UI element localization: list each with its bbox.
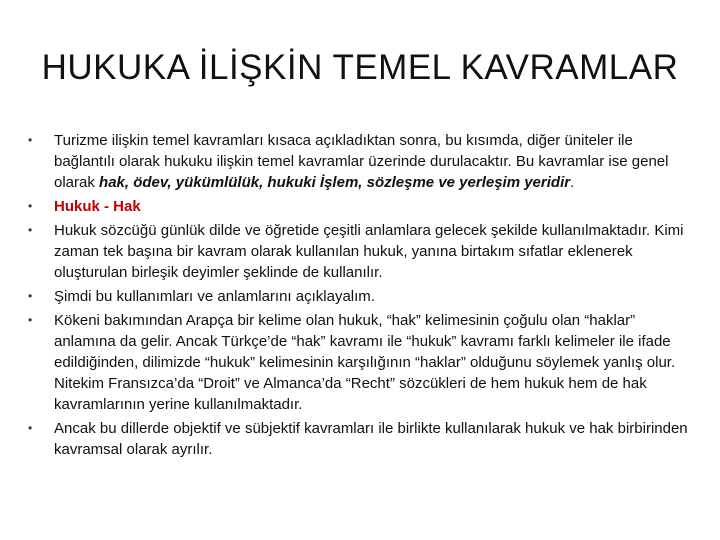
list-item — [24, 130, 696, 193]
list-item — [24, 418, 696, 460]
item-text — [54, 132, 668, 191]
bullet-icon: • — [28, 289, 33, 303]
bullet-icon: • — [28, 199, 33, 213]
list-item-heading — [24, 196, 696, 217]
list-item — [24, 310, 696, 415]
bullet-icon: • — [28, 133, 33, 147]
item-text: Hukuk sözcüğü günlük dilde ve öğretide çeşitli anlamlara gelecek şekilde kullanılmaktadır. Kimi zaman tek başına bir kavram olarak kullanılan hukuk, yanına birtakım sıfatlar eklenerek oluşturulan birleşik deyimler şeklinde de kullanılır. — [54, 222, 684, 281]
bullet-icon: • — [28, 223, 33, 237]
bullet-list — [24, 130, 696, 463]
slide-title: HUKUKA İLİŞKİN TEMEL KAVRAMLAR — [41, 48, 679, 87]
item-text: Şimdi bu kullanımları ve anlamlarını açıklayalım. — [54, 288, 375, 305]
item-text-end: . — [570, 174, 575, 191]
bullet-icon: • — [28, 421, 33, 435]
item-text-emphasis: hak, ödev, yükümlülük, hukuki İşlem, sözleşme ve yerleşim yeridir — [99, 174, 571, 191]
item-text: Kökeni bakımından Arapça bir kelime olan hukuk, “hak” kelimesinin çoğulu olan “haklar” anlamına da gelir. Ancak Türkçe’de “hak” kavramı ile “hukuk” kavramı farklı kelimeler ile ifade edildiğinden, dilimizde “hukuk” kelimesinin karşılığının “haklar” olduğunu söylemek yanlış olur. Nitekim Fransızca’da “Droit” ve Almanca’da “Recht” sözcükleri de hem hukuk hem de hak kavramlarının yerine kullanılmaktadır. — [54, 312, 676, 413]
item-text-intro: Turizme ilişkin temel kavramları kısaca açıkladıktan sonra, bu kısımda, diğer üniteler ile bağlantılı olarak hukuku ilişkin temel kavramlar üzerinde durulacaktır. Bu kavramlar ise genel olarak — [54, 132, 669, 191]
list-item — [24, 220, 696, 283]
bullet-icon: • — [28, 313, 33, 327]
list-item — [24, 286, 696, 307]
item-text: Hukuk - Hak — [54, 198, 141, 215]
item-text: Ancak bu dillerde objektif ve sübjektif kavramları ile birlikte kullanılarak hukuk ve hak birbirinden kavramsal olarak ayrılır. — [54, 420, 688, 458]
